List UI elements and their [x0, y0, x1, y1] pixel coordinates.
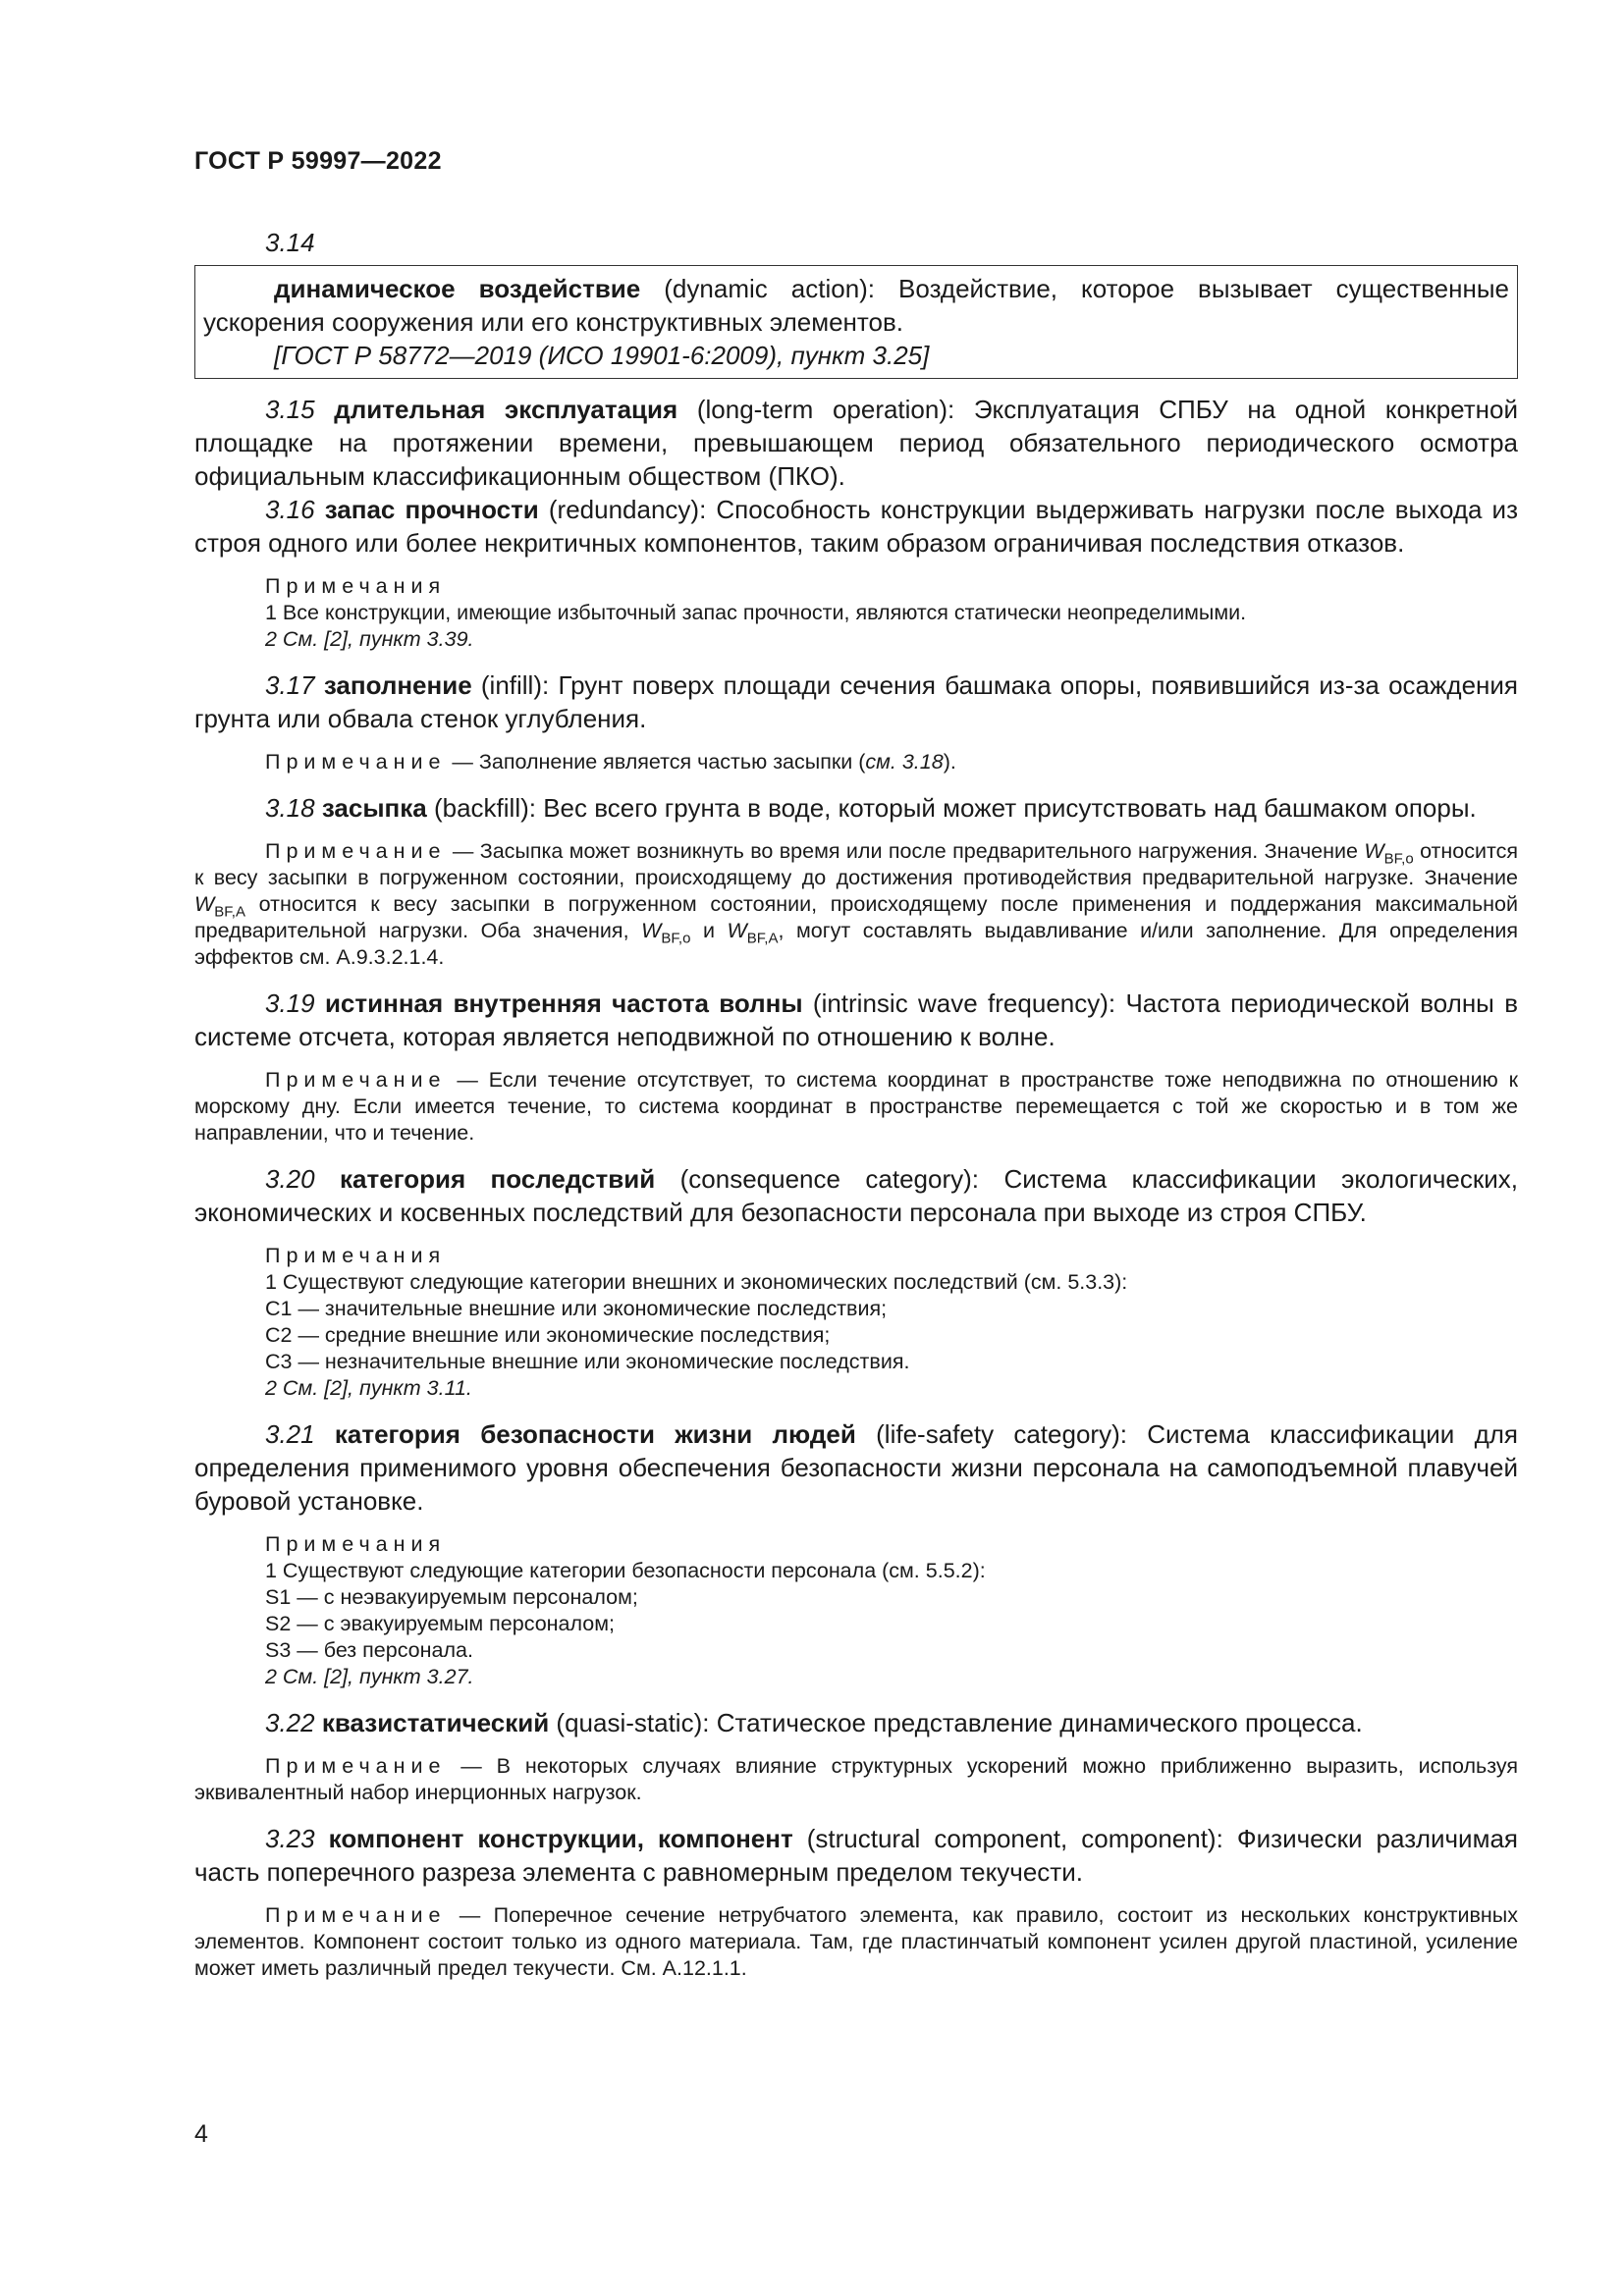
note-text: [194, 1753, 1518, 1806]
subscript: BF,o: [1383, 850, 1414, 868]
notes-3-16: [194, 573, 1518, 653]
subscript: BF,A: [214, 903, 245, 921]
definition-text: (structural component, component): Физически различимая часть поперечного разреза элемента с равномерным пределом текучести.: [194, 1824, 1518, 1887]
note-3-18: [194, 838, 1518, 971]
definition-3-17: [194, 668, 1518, 735]
note-label: Примечание: [265, 1068, 447, 1092]
symbol-w: W: [1364, 839, 1384, 863]
definition-text: (long-term operation): Эксплуатация СПБУ на одной конкретной площадке на протяжении времени, превышающем период обязательного периодического осмотра официальным классификационным обществом (ПКО).: [194, 395, 1519, 491]
clause-number-3-14: 3.14: [265, 228, 315, 257]
notes-3-21: [194, 1531, 1518, 1690]
note-3-23: [194, 1902, 1518, 1982]
note-label: Примечание: [265, 750, 447, 774]
note-3-19: [194, 1067, 1518, 1147]
quoted-definition-box: [194, 265, 1518, 379]
note-body-end: ).: [943, 750, 956, 774]
note-1: 1 Все конструкции, имеющие избыточный запас прочности, являются статически неопределимыми.: [265, 601, 1247, 624]
note-line: С3 — незначительные внешние или экономические последствия.: [265, 1350, 910, 1373]
note-2: 2 См. [2], пункт 3.39.: [265, 627, 474, 651]
note-line: 1 Существуют следующие категории безопасности персонала (см. 5.5.2):: [265, 1559, 986, 1582]
note-body: — Заполнение является частью засыпки (: [446, 750, 866, 774]
definition-3-23: [194, 1822, 1518, 1889]
page-number: 4: [194, 2120, 208, 2148]
term: квазистатический: [321, 1708, 550, 1737]
clause-number: 3.20: [265, 1164, 315, 1194]
term: динамическое воздействие: [274, 274, 641, 303]
note-line: С1 — значительные внешние или экономические последствия;: [265, 1297, 888, 1320]
clause-number: 3.18: [265, 793, 315, 823]
note-line: 1 Существуют следующие категории внешних и экономических последствий (см. 5.3.3):: [265, 1270, 1128, 1294]
note-line: S2 — с эвакуируемым персоналом;: [265, 1612, 615, 1635]
note-body: — Поперечное сечение нетрубчатого элемента, как правило, состоит из нескольких конструктивных элементов. Компонент состоит только из одного материала. Там, где пластинчатый компонент усилен другой пластиной, усиление может иметь различный предел текучести. См. А.12.1.1.: [194, 1903, 1518, 1980]
clause-number: 3.21: [265, 1419, 315, 1449]
clause-number: 3.16: [265, 495, 315, 524]
definition-3-22: [194, 1706, 1518, 1739]
definition-text: (quasi-static): Статическое представление динамического процесса.: [549, 1708, 1363, 1737]
note-text: [194, 1902, 1518, 1982]
definition-text: (life-safety category): Система классификации для определения применимого уровня обеспечения безопасности жизни персонала на самоподъемной плавучей буровой установке.: [194, 1419, 1518, 1516]
note-body: относится к весу засыпки в погруженном состоянии, происходящему до достижения противодействия предварительной нагрузке. Значение: [194, 839, 1518, 889]
document-body: [194, 226, 1518, 1998]
clause-number: 3.17: [265, 670, 315, 700]
definition-text: (dynamic action): Воздействие, которое вызывает существенные ускорения сооружения или его конструктивных элементов.: [203, 274, 1509, 337]
symbol-w: W: [641, 919, 662, 942]
note-text: [194, 838, 1518, 971]
notes-label: Примечания: [265, 1532, 447, 1556]
note-line: С2 — средние внешние или экономические последствия;: [265, 1323, 831, 1347]
term: истинная внутренняя частота волны: [324, 988, 803, 1018]
term: засыпка: [321, 793, 427, 823]
note-text: [194, 1067, 1518, 1147]
definition-3-18: [194, 791, 1518, 825]
subscript: BF,A: [746, 930, 779, 947]
definition-3-16: [194, 493, 1518, 560]
term: категория последствий: [340, 1164, 656, 1194]
definition-3-14: [203, 272, 1509, 339]
notes-label: Примечания: [265, 1244, 447, 1267]
cross-reference: см. 3.18: [865, 750, 944, 774]
note-label: Примечание: [265, 839, 447, 863]
definition-text: (backfill): Вес всего грунта в воде, который может присутствовать над башмаком опоры.: [426, 793, 1477, 823]
notes-label: Примечания: [265, 574, 447, 598]
note-reference: 2 См. [2], пункт 3.11.: [265, 1376, 472, 1400]
term: категория безопасности жизни людей: [334, 1419, 856, 1449]
note-text: [194, 749, 1518, 775]
note-reference: 2 См. [2], пункт 3.27.: [265, 1665, 474, 1688]
notes-3-20: [194, 1243, 1518, 1402]
note-body: — Если течение отсутствует, то система координат в пространстве тоже неподвижна по отношению к морскому дну. Если имеется течение, то система координат в пространстве перемещается с той же скоростью и в том же направлении, что и течение.: [194, 1068, 1518, 1145]
note-3-17: [194, 749, 1518, 775]
definition-3-19: [194, 987, 1518, 1053]
note-body: и: [690, 919, 728, 942]
note-line: S3 — без персонала.: [265, 1638, 473, 1662]
clause-number: 3.15: [265, 395, 315, 424]
note-3-22: [194, 1753, 1518, 1806]
definition-3-20: [194, 1162, 1518, 1229]
term: запас прочности: [324, 495, 539, 524]
note-label: Примечание: [265, 1903, 447, 1927]
clause-number: 3.19: [265, 988, 315, 1018]
definition-text: (infill): Грунт поверх площади сечения башмака опоры, появившийся из-за осаждения грунта или обвала стенок углубления.: [194, 670, 1518, 733]
note-body: , могут составлять выдавливание и/или заполнение. Для определения эффектов см. А.9.3.2.1.4.: [194, 919, 1518, 969]
subscript: BF,o: [661, 930, 691, 947]
definition-text: (intrinsic wave frequency): Частота периодической волны в системе отсчета, которая является неподвижной по отношению к волне.: [194, 988, 1519, 1051]
note-body: относится к весу засыпки в погруженном состоянии, происходящему после применения и поддержания максимальной предварительной нагрузки. Оба значения,: [194, 892, 1518, 942]
note-body: — Засыпка может возникнуть во время или после предварительного нагружения. Значение: [446, 839, 1365, 863]
term: длительная эксплуатация: [334, 395, 678, 424]
note-line: S1 — с неэвакуируемым персоналом;: [265, 1585, 638, 1609]
symbol-w: W: [727, 919, 747, 942]
term: компонент конструкции, компонент: [328, 1824, 793, 1853]
symbol-w: W: [194, 892, 215, 916]
note-label: Примечание: [265, 1754, 447, 1778]
definition-text: (consequence category): Система классификации экологических, экономических и косвенных последствий для безопасности персонала при выходе из строя СПБУ.: [194, 1164, 1518, 1227]
definition-text: (redundancy): Способность конструкции выдерживать нагрузки после выхода из строя одного или более некритичных компонентов, таким образом ограничивая последствия отказов.: [194, 495, 1518, 558]
document-header: ГОСТ Р 59997—2022: [194, 147, 442, 175]
clause-number: 3.22: [265, 1708, 315, 1737]
clause-number: 3.23: [265, 1824, 315, 1853]
definition-3-21: [194, 1417, 1518, 1518]
definition-source: [ГОСТ Р 58772—2019 (ИСО 19901-6:2009), пункт 3.25]: [274, 341, 930, 370]
term: заполнение: [323, 670, 472, 700]
note-body: — В некоторых случаях влияние структурных ускорений можно приближенно выразить, используя эквивалентный набор инерционных нагрузок.: [194, 1754, 1518, 1804]
definition-3-15: [194, 393, 1518, 493]
